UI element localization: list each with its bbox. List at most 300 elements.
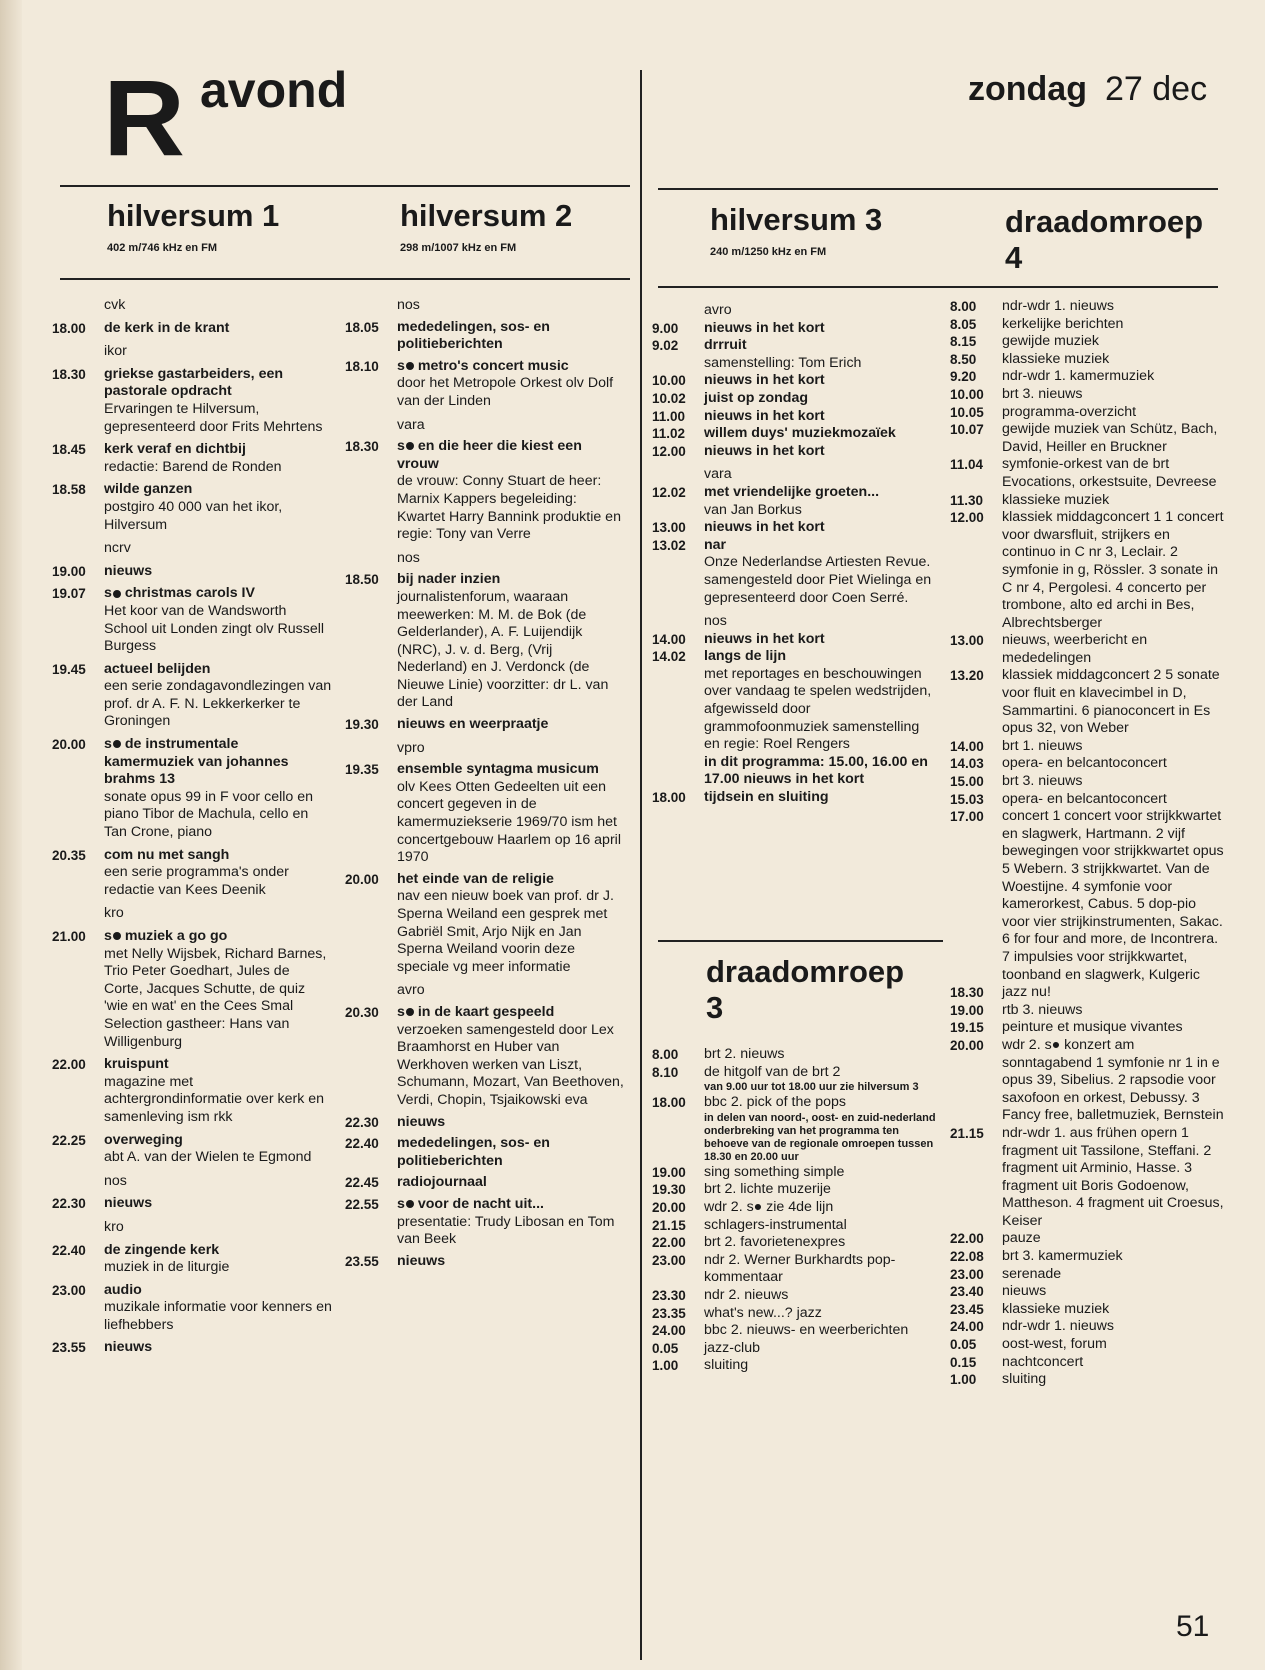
entry-time: 23.55: [52, 1340, 86, 1356]
schedule-entry: [345, 358, 625, 411]
entry-title: actueel belijden: [104, 660, 211, 677]
entry-time: 13.00: [950, 633, 984, 649]
entry-title: com nu met sangh: [104, 846, 230, 863]
entry-time: 8.50: [950, 351, 977, 367]
entry-title: nieuws in het kort: [704, 407, 825, 424]
entry-description: nieuws, weerbericht en mededelingen: [1002, 632, 1148, 666]
entry-description: een serie programma's onder redactie van Kees Deenik: [104, 864, 289, 898]
entry-body: [397, 319, 625, 354]
entry-body: [1002, 333, 1225, 351]
schedule-entry: [652, 443, 937, 461]
schedule-entry: [652, 372, 937, 390]
entry-description: gewijde muziek van Schütz, Bach, David, Heiller en Bruckner: [1002, 421, 1218, 455]
entry-time: 17.00: [950, 809, 984, 825]
entry-description: symfonie-orkest van de brt Evocations, orkestsuite, Devreese: [1002, 456, 1217, 490]
entry-time: 9.20: [950, 369, 977, 385]
stereo-marker: s: [104, 585, 112, 602]
entry-time: 22.55: [345, 1196, 379, 1212]
broadcaster-label: cvk: [104, 297, 126, 313]
entry-body: [397, 1114, 625, 1132]
schedule-entry: [652, 484, 937, 519]
entry-description: klassieke muziek: [1002, 350, 1110, 367]
schedule-entry: [345, 1174, 625, 1192]
stereo-marker: s: [104, 928, 112, 944]
schedule-entry: [652, 1164, 937, 1182]
entry-description: magazine met achtergrondinformatie over kerk en samenleving ism rkk: [104, 1073, 325, 1125]
entry-description: door het Metropole Orkest olv Dolf van der Linden: [397, 375, 614, 409]
entry-body: [1002, 492, 1225, 510]
stereo-dot-icon: [406, 1200, 414, 1208]
stereo-dot-icon: [406, 362, 414, 370]
entry-time: 22.30: [52, 1196, 86, 1212]
hilversum-2-schedule: [345, 291, 625, 1270]
schedule-entry: [52, 1282, 332, 1335]
broadcaster-label: ncrv: [104, 540, 131, 557]
entry-time: 15.00: [950, 774, 984, 790]
entry-body: [1002, 1301, 1225, 1319]
entry-description: Het koor van de Wandsworth School uit Londen zingt olv Russell Burgess: [104, 602, 325, 655]
entry-description: opera- en belcantoconcert: [1002, 790, 1167, 807]
entry-time: 23.45: [950, 1301, 984, 1317]
entry-time: 23.00: [950, 1266, 984, 1282]
entry-description: een serie zondagavondlezingen van prof. dr A. F. N. Lekkerkerker te Groningen: [104, 678, 332, 730]
entry-title: juist op zondag: [704, 389, 809, 406]
entry-body: [104, 1056, 332, 1126]
entry-body: [704, 320, 937, 338]
date-text: 27 dec: [1105, 70, 1208, 108]
entry-body: [1002, 632, 1225, 667]
entry-time: 11.00: [652, 408, 686, 424]
stereo-marker: s: [397, 357, 405, 374]
schedule-entry: [652, 537, 937, 607]
entry-description: programma-overzicht: [1002, 403, 1137, 420]
schedule-entry: [652, 789, 937, 807]
entry-body: [104, 661, 332, 731]
entry-description: brt 1. nieuws: [1002, 737, 1083, 754]
entry-time: 8.10: [652, 1064, 679, 1080]
center-divider: [640, 70, 642, 1660]
draadomroep-4-name: draadomroep: [1005, 204, 1204, 239]
entry-time: 18.05: [345, 319, 379, 335]
schedule-entry: [345, 1114, 625, 1132]
schedule-entry: [52, 661, 332, 731]
entry-description: pauze: [1002, 1230, 1041, 1247]
entry-description: journalistenforum, waaraan meewerken: M. M. de Bok (de Gelderlander), A. F. Luijendijk (NRC), J. v. d. Berg, (Vrij Nederland) en J. Verdonck (de Nieuwe Linie) voorzitter: dr L. van der Land: [397, 588, 609, 711]
entry-title: drrruit: [704, 337, 747, 354]
entry-note: van 9.00 uur tot 18.00 uur zie hilversum 3: [704, 1081, 919, 1094]
entry-time: 18.45: [52, 442, 86, 458]
entry-body: [704, 1252, 937, 1287]
entry-body: [1002, 808, 1225, 984]
entry-description: ndr 2. nieuws: [704, 1286, 789, 1303]
schedule-entry: [652, 408, 937, 426]
entry-time: 23.35: [652, 1305, 686, 1321]
entry-body: [1002, 386, 1225, 404]
schedule-entry: [652, 1322, 937, 1340]
schedule-entry: [950, 808, 1225, 984]
entry-time: 12.02: [652, 484, 686, 500]
hilversum-1-name: hilversum 1: [107, 198, 280, 233]
entry-body: [704, 648, 937, 789]
entry-description: peinture et musique vivantes: [1002, 1019, 1183, 1036]
entry-body: [1002, 1125, 1225, 1231]
schedule-entry: [345, 716, 625, 734]
schedule-entry: [652, 425, 937, 443]
rule-top-right: [658, 188, 1218, 190]
schedule-entry: [52, 847, 332, 900]
entry-description: brt 3. kamermuziek: [1002, 1248, 1123, 1265]
entry-time: 19.07: [52, 586, 86, 602]
entry-body: [704, 631, 937, 649]
schedule-entry: [345, 1196, 625, 1249]
entry-description: ndr-wdr 1. nieuws: [1002, 298, 1114, 314]
schedule-entry: [52, 366, 332, 436]
schedule-entry: [950, 1002, 1225, 1020]
entry-body: [1002, 316, 1225, 334]
entry-description: bbc 2. nieuws- en weerberichten: [704, 1322, 909, 1339]
entry-time: 18.00: [52, 320, 86, 336]
schedule-entry: [652, 1217, 937, 1235]
entry-body: [397, 761, 625, 867]
entry-description: klassiek middagconcert 2 5 sonate voor fluit en klavecimbel in D, Sammartini. 6 pianoconcert in Es opus 32, von Weber: [1002, 667, 1220, 737]
entry-time: 1.00: [652, 1358, 679, 1374]
entry-description: abt A. van der Wielen te Egmond: [104, 1149, 312, 1166]
schedule-entry: [950, 1301, 1225, 1319]
entry-time: 11.04: [950, 457, 984, 473]
entry-time: 13.00: [652, 520, 686, 536]
stereo-marker: s: [104, 736, 112, 753]
schedule-entry: [652, 1199, 937, 1217]
schedule-entry: [652, 1181, 937, 1199]
schedule-entry: [652, 1357, 937, 1375]
entry-time: 19.30: [652, 1182, 686, 1198]
entry-description: de vrouw: Conny Stuart de heer: Marnix Kappers begeleiding: Kwartet Harry Bannink produktie en regie: Tony van Verre: [397, 473, 621, 543]
entry-time: 13.02: [652, 537, 686, 553]
entry-time: 14.03: [950, 756, 984, 772]
rule-head-right: [658, 286, 1218, 288]
entry-title: langs de lijn: [704, 648, 786, 665]
entry-description: brt 2. nieuws: [704, 1046, 785, 1062]
entry-title: nieuws in het kort: [704, 442, 825, 459]
entry-description: nachtconcert: [1002, 1353, 1084, 1370]
rule-draadomroep-3: [658, 940, 943, 942]
entry-time: 21.00: [52, 929, 86, 944]
entry-time: 8.05: [950, 316, 977, 332]
entry-description: olv Kees Otten Gedeelten uit een concert gegeven in de kamermuziekserie 1969/70 ism het concertgebouw Haarlem op 16 april 1970: [397, 778, 621, 866]
entry-time: 12.00: [950, 510, 984, 526]
entry-body: [104, 736, 332, 842]
entry-body: [397, 1174, 625, 1192]
entry-description: brt 3. nieuws: [1002, 773, 1083, 790]
entry-title: griekse gastarbeiders, een pastorale opdracht: [104, 365, 284, 400]
entry-title: het einde van de religie: [397, 870, 554, 887]
entry-body: [704, 337, 937, 372]
entry-title: in de kaart gespeeld: [417, 1003, 555, 1020]
entry-body: [397, 1196, 625, 1249]
entry-time: 18.00: [652, 790, 686, 806]
schedule-entry: [52, 320, 332, 338]
draadomroep-4-schedule: [950, 298, 1225, 1389]
schedule-entry: [652, 337, 937, 372]
entry-time: 18.30: [52, 366, 86, 382]
schedule-entry: [950, 1318, 1225, 1336]
entry-title: bij nader inzien: [397, 571, 501, 588]
entry-time: 19.00: [652, 1164, 686, 1180]
entry-description: sluiting: [1002, 1371, 1047, 1388]
entry-title: met vriendelijke groeten...: [704, 483, 880, 500]
entry-time: 24.00: [652, 1323, 686, 1339]
entry-description: ndr 2. Werner Burkhardts pop-kommentaar: [704, 1251, 896, 1286]
stereo-marker: s: [397, 1195, 405, 1212]
entry-time: 9.02: [652, 338, 679, 354]
entry-description: samenstelling: Tom Erich: [704, 354, 862, 371]
schedule-entry: [950, 368, 1225, 386]
schedule-entry: [950, 1336, 1225, 1354]
entry-description: brt 3. nieuws: [1002, 385, 1083, 402]
entry-body: [704, 1046, 937, 1064]
entry-time: 23.30: [652, 1287, 686, 1303]
entry-body: [104, 1242, 332, 1277]
hilversum-2-header: [400, 198, 572, 254]
entry-time: 10.02: [652, 390, 686, 406]
broadcaster-label: avro: [704, 302, 732, 318]
rule-head-left: [60, 278, 630, 280]
rule-top-left: [60, 185, 630, 187]
entry-body: [704, 408, 937, 426]
entry-time: 8.15: [950, 334, 977, 350]
entry-time: 10.05: [950, 404, 984, 420]
entry-time: 19.35: [345, 762, 379, 778]
entry-time: 20.30: [345, 1004, 379, 1020]
stereo-dot-icon: [113, 740, 121, 748]
entry-body: [1002, 421, 1225, 456]
entry-description: rtb 3. nieuws: [1002, 1001, 1083, 1018]
draadomroep-3-header: [706, 954, 904, 1026]
entry-body: [397, 571, 625, 712]
schedule-entry: [52, 928, 332, 1051]
entry-description: muziek in de liturgie: [104, 1259, 230, 1276]
entry-body: [397, 1004, 625, 1110]
entry-body: [1002, 1037, 1225, 1125]
entry-time: 20.00: [345, 871, 379, 887]
date-day: zondag: [968, 70, 1087, 108]
schedule-entry: [950, 632, 1225, 667]
entry-description: ndr-wdr 1. kamermuziek: [1002, 368, 1155, 385]
entry-description: brt 2. favorietenexpres: [704, 1234, 846, 1251]
schedule-entry: [345, 438, 625, 544]
entry-description: klassieke muziek: [1002, 491, 1110, 508]
entry-body: [1002, 509, 1225, 632]
hilversum-3-freq: 240 m/1250 kHz en FM: [710, 246, 827, 258]
entry-title: nieuws: [104, 1339, 153, 1356]
entry-time: 21.15: [950, 1125, 984, 1141]
entry-time: 1.00: [950, 1372, 977, 1388]
schedule-entry: [652, 320, 937, 338]
entry-description: nieuws: [1002, 1283, 1047, 1300]
entry-body: [704, 537, 937, 607]
entry-time: 19.45: [52, 661, 86, 677]
schedule-entry: [652, 631, 937, 649]
entry-body: [397, 871, 625, 977]
broadcaster-label: vara: [704, 466, 732, 483]
entry-title: tijdsein en sluiting: [704, 789, 829, 806]
entry-body: [704, 1340, 937, 1358]
broadcaster-label: kro: [104, 905, 124, 922]
schedule-entry: [950, 386, 1225, 404]
entry-title: nieuws: [397, 1252, 446, 1269]
entry-body: [704, 1164, 937, 1182]
entry-title: overweging: [104, 1131, 183, 1148]
schedule-entry: [52, 563, 332, 581]
broadcaster-label: kro: [104, 1218, 124, 1235]
schedule-entry: [950, 773, 1225, 791]
entry-time: 9.00: [652, 320, 679, 336]
entry-time: 21.15: [652, 1217, 686, 1233]
entry-description: klassieke muziek: [1002, 1300, 1110, 1317]
entry-body: [704, 789, 937, 807]
schedule-entry: [950, 667, 1225, 737]
entry-title: en die heer die kiest een vrouw: [397, 438, 582, 472]
entry-body: [1002, 1230, 1225, 1248]
schedule-entry: [652, 1046, 937, 1064]
entry-time: 14.02: [652, 649, 686, 665]
entry-time: 20.00: [950, 1037, 984, 1053]
schedule-entry: [950, 421, 1225, 456]
page-binding-edge: [0, 0, 22, 1670]
hilversum-1-freq: 402 m/746 kHz en FM: [107, 242, 218, 254]
hilversum-2-name: hilversum 2: [400, 198, 573, 233]
entry-body: [704, 484, 937, 519]
schedule-entry: [950, 298, 1225, 316]
schedule-entry: [950, 316, 1225, 334]
entry-description: wdr 2. s● konzert am sonntagabend 1 symfonie nr 1 in e opus 39, Sibelius. 2 rapsodie voor saxofoon en orkest, Debussy. 3 Fancy free, balletmuziek, Bernstein: [1002, 1036, 1224, 1124]
entry-title: nieuws en weerpraatje: [397, 716, 549, 733]
broadcaster-label: nos: [397, 549, 420, 566]
entry-description: verzoeken samengesteld door Lex Braamhorst en Huber van Werkhoven werken van Liszt, Schumann, Mozart, Van Beethoven, Verdi, Chopin, Tsjaikowski eva: [397, 1021, 624, 1108]
entry-description: jazz-club: [704, 1339, 760, 1356]
draadomroep-3-name: draadomroep: [706, 954, 905, 989]
entry-description: nav een nieuw boek van prof. dr J. Sperna Weiland een gesprek met Gabriël Smit, Arjo Nijk en Jan Sperna Weiland voorin deze speciale vg meer informatie: [397, 888, 614, 975]
entry-time: 23.55: [345, 1253, 379, 1269]
entry-time: 23.00: [652, 1252, 686, 1268]
entry-title: muziek a go go: [124, 928, 228, 944]
entry-body: [1002, 1354, 1225, 1372]
entry-body: [397, 1135, 625, 1170]
schedule-entry: [950, 738, 1225, 756]
entry-body: [704, 1094, 937, 1164]
entry-description: met reportages en beschouwingen over vandaag te spelen wedstrijden, afgewisseld door grammofoonmuziek samenstelling en regie: Roel Rengers: [704, 665, 932, 753]
hilversum-1-header: [107, 198, 279, 254]
hilversum-2-freq: 298 m/1007 kHz en FM: [400, 242, 517, 254]
entry-time: 20.00: [652, 1199, 686, 1215]
entry-title: audio: [104, 1281, 142, 1298]
entry-description: sonate opus 99 in F voor cello en piano Tibor de Machula, cello en Tan Crone, piano: [104, 788, 314, 841]
schedule-entry: [652, 1287, 937, 1305]
entry-title: de kerk in de krant: [104, 319, 230, 336]
schedule-entry: [345, 571, 625, 712]
entry-time: 18.30: [345, 439, 379, 455]
schedule-entry: [345, 1253, 625, 1271]
entry-time: 18.58: [52, 482, 86, 498]
entry-body: [397, 716, 625, 734]
entry-time: 13.20: [950, 668, 984, 684]
entry-description: jazz nu!: [1002, 984, 1051, 1001]
schedule-entry: [652, 1064, 937, 1095]
schedule-entry: [52, 1056, 332, 1126]
entry-time: 18.10: [345, 358, 379, 374]
broadcaster-label: nos: [104, 1172, 127, 1189]
entry-body: [1002, 1371, 1225, 1389]
entry-body: [704, 1357, 937, 1375]
entry-description: concert 1 concert voor strijkkwartet en slagwerk, Hartmann. 2 vijf bewegingen voor strijkkwartet opus 5 Webern. 3 strijkkwartet. Van de Woestijne. 4 symfonie voor kamerorkest, Cabus. 5 dop-pio voor vier strijkinstrumenten, Sakac. 6 for four and more, de Incontrera. 7 impulsies voor strijkkwartet, toonband en slagwerk, Kulgeric: [1002, 808, 1224, 983]
entry-title: willem duys' muziekmozaïek: [704, 425, 896, 442]
entry-description: van Jan Borkus: [704, 501, 802, 518]
schedule-entry: [652, 1305, 937, 1323]
entry-title: radiojournaal: [397, 1174, 487, 1191]
schedule-entry: [345, 1135, 625, 1170]
draadomroep-4-number: 4: [1005, 240, 1023, 275]
entry-time: 20.35: [52, 847, 86, 863]
schedule-entry: [950, 456, 1225, 491]
entry-time: 14.00: [652, 631, 686, 647]
entry-time: 10.00: [950, 386, 984, 402]
entry-body: [704, 1199, 937, 1217]
entry-description: ndr-wdr 1. aus frühen opern 1 fragment uit Tassilone, Steffani. 2 fragment uit Arminio, Hasse. 3 fragment uit Boris Godoenow, Mattheson. 4 fragment uit Croesus, Keiser: [1002, 1124, 1224, 1229]
schedule-entry: [950, 1283, 1225, 1301]
schedule-entry: [950, 509, 1225, 632]
entry-body: [104, 1132, 332, 1167]
entry-time: 22.25: [52, 1132, 86, 1148]
entry-description: bbc 2. pick of the pops: [704, 1094, 846, 1111]
schedule-entry: [52, 1195, 332, 1213]
broadcaster-label: vpro: [397, 739, 425, 756]
entry-time: 12.00: [652, 443, 686, 459]
entry-body: [1002, 456, 1225, 491]
schedule-entry: [52, 1242, 332, 1277]
entry-description: opera- en belcantoconcert: [1002, 755, 1167, 772]
schedule-entry: [52, 1339, 332, 1357]
entry-description: presentatie: Trudy Libosan en Tom van Beek: [397, 1213, 615, 1248]
entry-description: schlagers-instrumental: [704, 1216, 847, 1233]
entry-body: [1002, 404, 1225, 422]
schedule-entry: [52, 736, 332, 842]
entry-time: 8.00: [652, 1047, 679, 1062]
entry-body: [1002, 1248, 1225, 1266]
entry-body: [104, 928, 332, 1051]
entry-time: 15.03: [950, 791, 984, 807]
hilversum-3-name: hilversum 3: [710, 202, 883, 237]
hilversum-3-schedule: [652, 296, 937, 807]
entry-body: [104, 366, 332, 436]
entry-body: [104, 441, 332, 476]
entry-body: [704, 1234, 937, 1252]
entry-time: 0.15: [950, 1354, 977, 1370]
entry-body: [1002, 667, 1225, 737]
entry-title: nieuws in het kort: [704, 519, 825, 536]
entry-body: [704, 1305, 937, 1323]
entry-title: nieuws: [104, 562, 153, 579]
entry-body: [1002, 791, 1225, 809]
entry-body: [704, 390, 937, 408]
entry-time: 23.40: [950, 1284, 984, 1300]
entry-body: [1002, 298, 1225, 316]
entry-time: 23.00: [52, 1282, 86, 1298]
entry-time: 22.45: [345, 1175, 379, 1191]
schedule-entry: [52, 585, 332, 655]
schedule-entry: [950, 351, 1225, 369]
entry-time: 0.05: [950, 1337, 977, 1353]
entry-body: [104, 847, 332, 900]
